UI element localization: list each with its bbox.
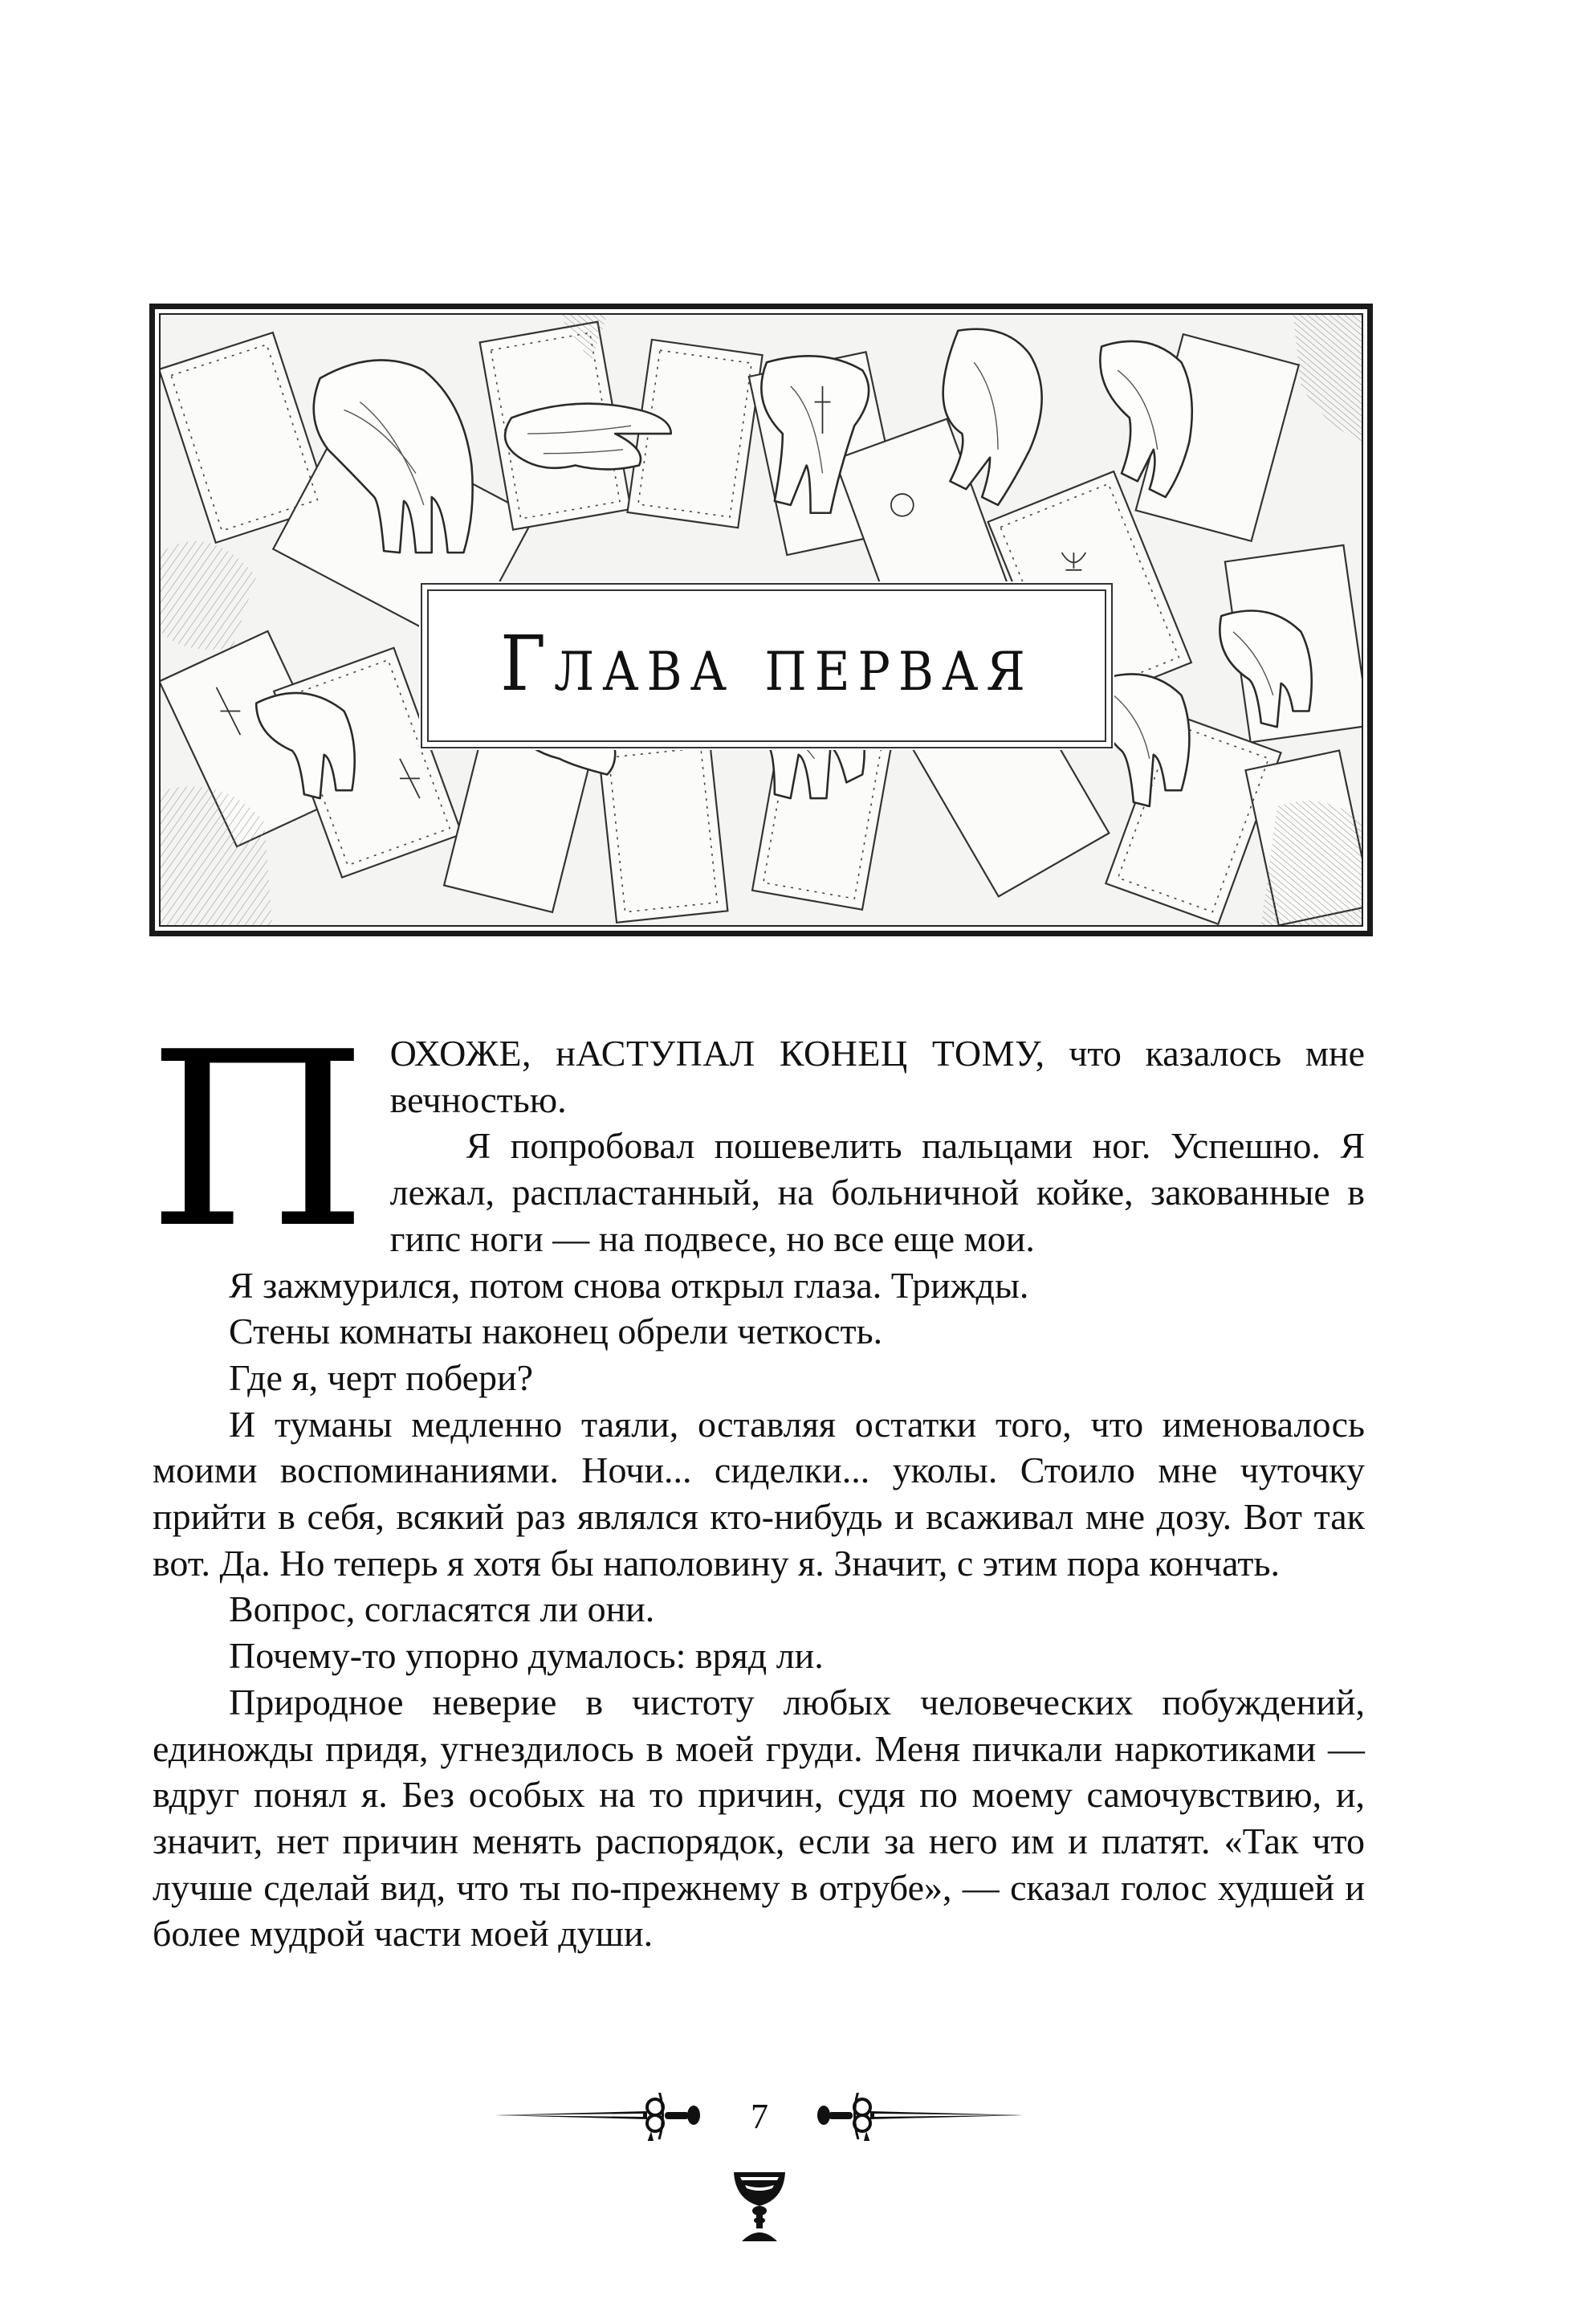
paragraph: Природное неверие в чистоту любых человеческих побуждений, единожды придя, угнездилось в моей груди. Меня пичкали наркотиками — вдруг понял я. Без особых на то причин, судя по моему самочувствию, и, значит, нет причин менять распорядок, если за него им и платят. «Так что лучше сделай вид, что ты по-прежнему в отрубе», — сказал голос худшей и более мудрой части моей души. [153, 1681, 1365, 1955]
chalice-icon [732, 2171, 787, 2243]
chapter-title: Глава первая [500, 620, 1033, 708]
chapter-illustration-frame [149, 304, 1373, 936]
chapter-illustration [159, 313, 1363, 927]
paragraph: И туманы медленно таяли, оставляя остатки того, что именовалось моими воспоминаниями. Ночи... сиделки... уколы. Стоило мне чуточку прийти в себя, всякий раз являлся кто-нибудь и всаживал мне дозу. Вот так вот. Да. Но теперь я хотя бы наполовину я. Значит, с этим пора кончать. [153, 1403, 1365, 1584]
paragraph: Я попробовал пошевелить пальцами ног. Успешно. Я лежал, распластанный, на больничной койке, закованные в гипс ноги — на подвесе, но все еще мои. [389, 1125, 1365, 1259]
paragraph: Я зажмурился, потом снова открыл глаза. Трижды. [229, 1264, 1029, 1306]
body-text [147, 1001, 1365, 1957]
sword-right-icon [816, 2093, 1023, 2141]
paragraph: Вопрос, согласятся ли они. [229, 1588, 655, 1630]
page-number: 7 [751, 2097, 768, 2136]
sword-left-icon [495, 2093, 702, 2141]
paragraph-text: что казалось мне вечностью. [389, 1033, 1365, 1120]
paragraph: Почему-то упорно думалось: вряд ли. [229, 1635, 824, 1677]
paragraph: Где я, черт побери? [229, 1356, 534, 1398]
page-footer [0, 2093, 1584, 2253]
lead-in-caps: ОХОЖЕ, нАСТУПАЛ КОНЕЦ ТОМУ, [389, 1033, 1045, 1074]
drop-cap: П [147, 1001, 369, 1281]
chapter-title-box [421, 583, 1113, 748]
paragraph: Стены комнаты наконец обрели четкость. [229, 1311, 883, 1352]
